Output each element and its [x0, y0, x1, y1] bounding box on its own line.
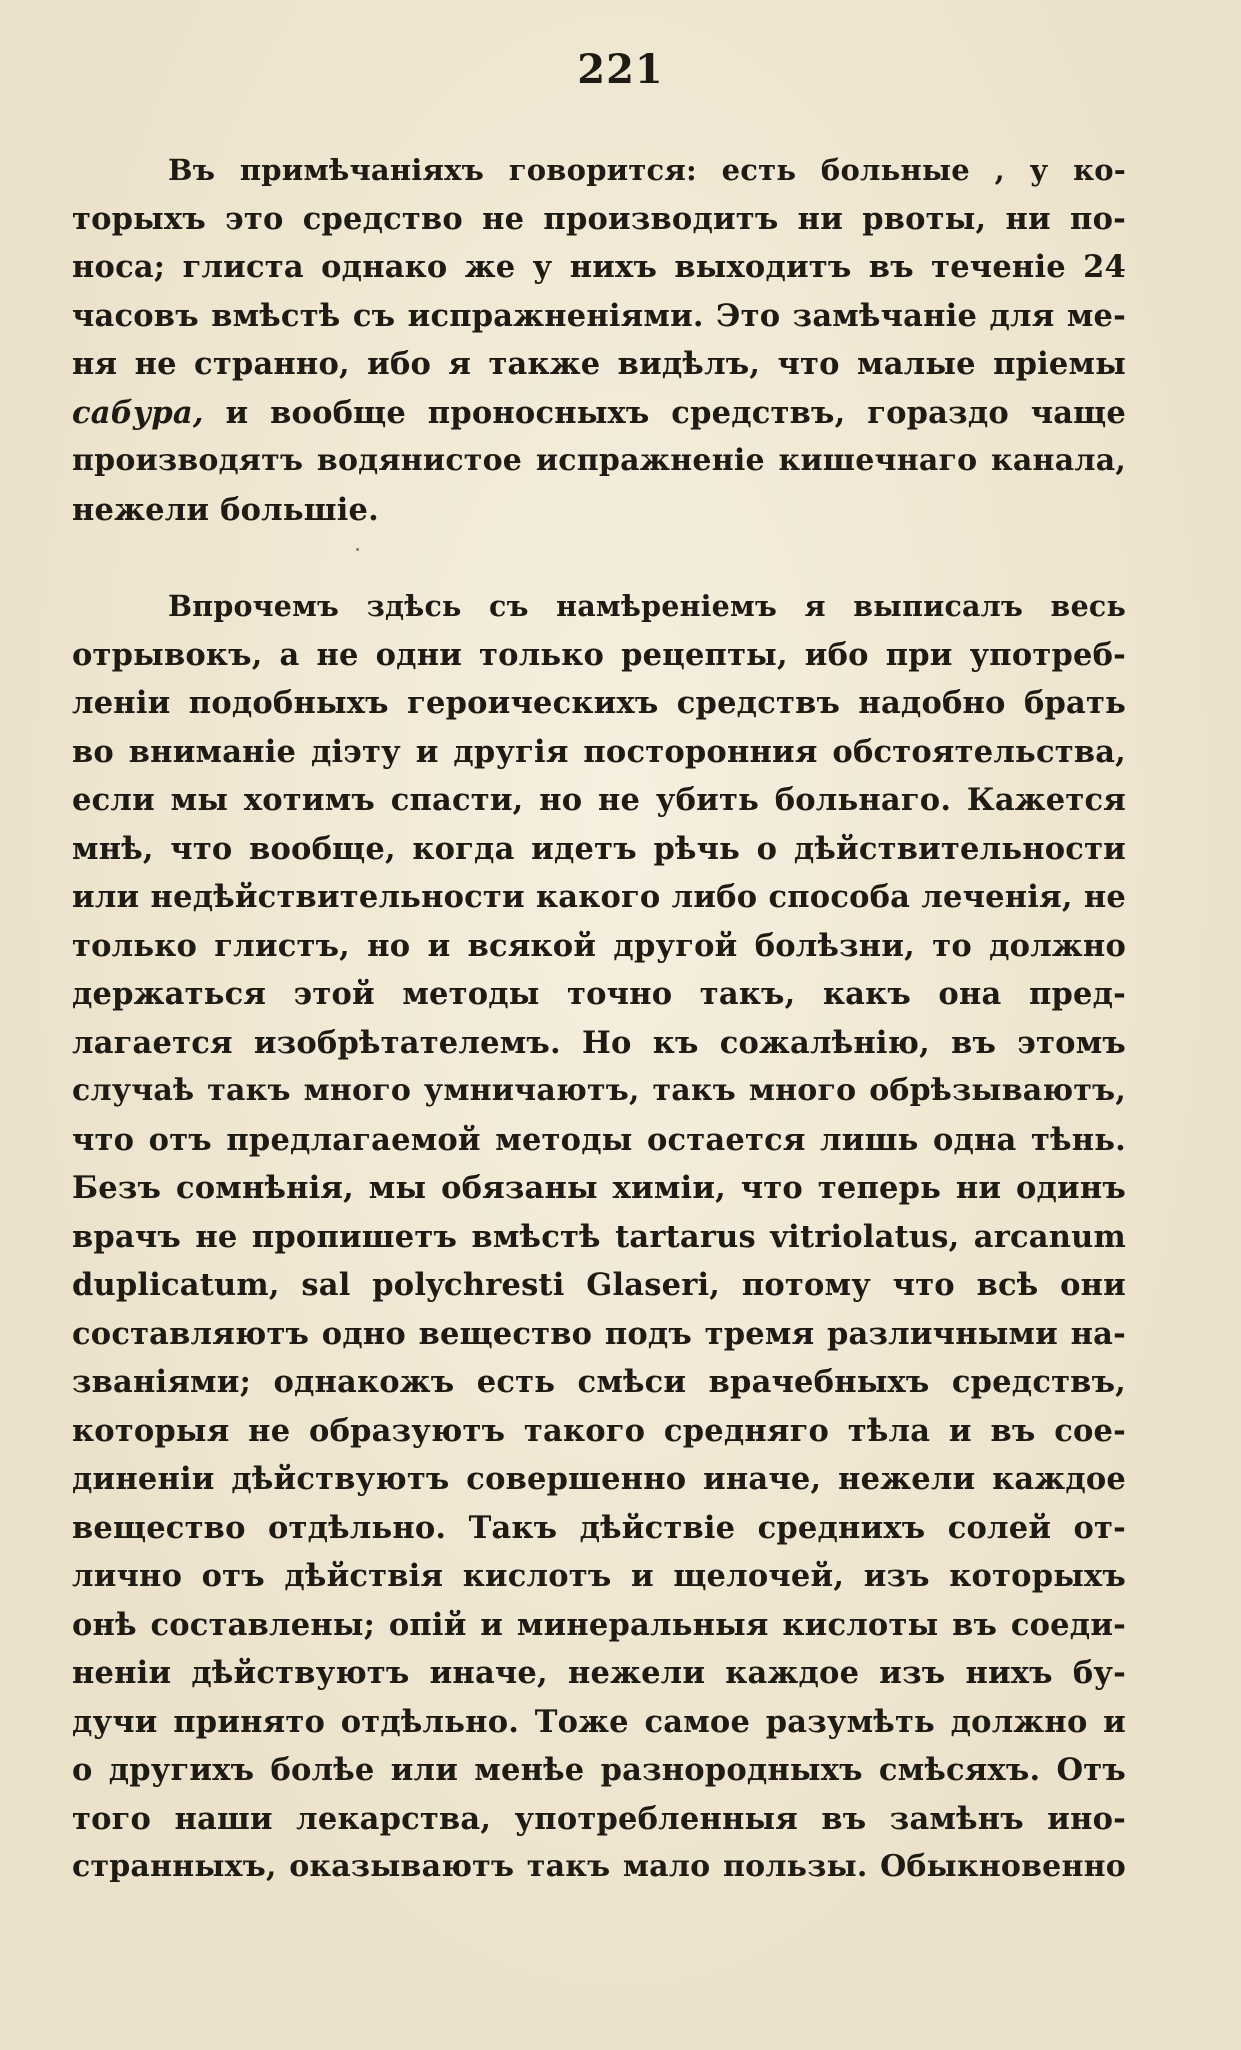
text-line: того наши лекарства, употребленныя въ замѣнъ ино- [72, 1800, 1126, 1837]
text-fragment: и вообще проносныхъ средствъ, гораздо чаще [203, 394, 1126, 431]
text-line: носа; глиста однако же у нихъ выходитъ въ теченіе 24 [72, 249, 1126, 285]
text-line: или недѣйствительности какого либо способа леченія, не [72, 879, 1126, 915]
text-line: нежели большіе. [72, 491, 379, 528]
text-line: онѣ составлены; опій и минеральныя кислоты въ соеди- [72, 1606, 1126, 1643]
text-line: неніи дѣйствуютъ иначе, нежели каждое изъ нихъ бу- [72, 1655, 1126, 1691]
text-line: во вниманіе діэту и другія посторонния обстоятельства, [72, 733, 1126, 770]
paper-speck [356, 548, 359, 551]
text-line: только глистъ, но и всякой другой болѣзни, то должно [72, 927, 1126, 964]
text-line: duplicatum, sal polychresti Glaseri, потому что всѣ они [72, 1267, 1126, 1303]
paragraph-1 [72, 146, 1126, 534]
text-line: что отъ предлагаемой методы остается лишь одна тѣнь. [72, 1121, 1126, 1158]
text-line: леніи подобныхъ героическихъ средствъ надобно брать [72, 685, 1126, 721]
text-line: странныхъ, оказываютъ такъ мало пользы. Обыкновенно [72, 1849, 1126, 1884]
text-line: лично отъ дѣйствія кислотъ и щелочей, изъ которыхъ [72, 1558, 1126, 1594]
text-line: которыя не образуютъ такого средняго тѣла и въ сое- [72, 1412, 1126, 1449]
text-line: диненіи дѣйствуютъ совершенно иначе, нежели каждое [72, 1461, 1126, 1497]
text-line: дучи принято отдѣльно. Тоже самое разумѣть должно и [72, 1703, 1126, 1740]
text-line: врачъ не пропишетъ вмѣстѣ tartarus vitriolatus, arcanum [72, 1218, 1126, 1255]
text-line: вещество отдѣльно. Такъ дѣйствіе среднихъ солей от- [72, 1509, 1126, 1546]
text-line: отрывокъ, а не одни только рецепты, ибо при употреб- [72, 636, 1126, 673]
text-line: ня не странно, ибо я также видѣлъ, что малые пріемы [72, 346, 1126, 382]
text-line: если мы хотимъ спасти, но не убить больнаго. Кажется [72, 782, 1126, 818]
text-line: о другихъ болѣе или менѣе разнородныхъ смѣсяхъ. Отъ [72, 1752, 1126, 1788]
text-line: производятъ водянистое испражненіе кишечнаго канала, [72, 443, 1126, 478]
text-line: Впрочемъ здѣсь съ намѣреніемъ я выписалъ весь [168, 589, 1126, 623]
text-line: мнѣ, что вообще, когда идетъ рѣчь о дѣйствительности [72, 830, 1126, 867]
paragraph-2 [72, 582, 1126, 1892]
text-line: часовъ вмѣстѣ съ испражненіями. Это замѣчаніе для ме- [72, 297, 1126, 334]
text-line: званіями; однакожъ есть смѣси врачебныхъ средствъ, [72, 1364, 1126, 1400]
text-line: лагается изобрѣтателемъ. Но къ сожалѣнію, въ этомъ [72, 1024, 1126, 1061]
text-line [72, 389, 1126, 438]
text-line: случаѣ такъ много умничаютъ, такъ много обрѣзываютъ, [72, 1073, 1126, 1108]
text-line: составляютъ одно вещество подъ тремя различными на- [72, 1315, 1126, 1352]
text-line: Безъ сомнѣнія, мы обязаны химіи, что теперь ни одинъ [72, 1170, 1126, 1206]
text-line: Въ примѣчаніяхъ говорится: есть больные , у ко- [168, 153, 1126, 187]
italic-term: сабура, [72, 394, 204, 431]
page-number: 221 [577, 46, 664, 93]
text-line: торыхъ это средство не производитъ ни рвоты, ни по- [72, 200, 1126, 237]
text-line: держаться этой методы точно такъ, какъ она пред- [72, 976, 1126, 1012]
